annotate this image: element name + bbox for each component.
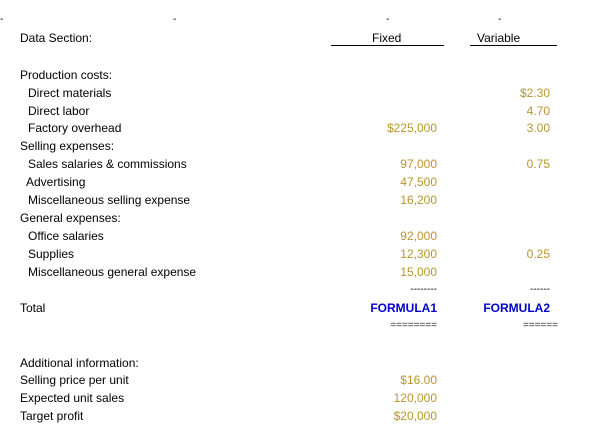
target-profit-value: $20,000 <box>393 409 437 423</box>
office-salaries-label: Office salaries <box>28 229 104 243</box>
misc-general-fixed: 15,000 <box>400 265 437 279</box>
direct-materials-variable: $2.30 <box>519 86 550 100</box>
factory-overhead-variable: 3.00 <box>526 121 550 135</box>
additional-info-heading: Additional information: <box>20 356 139 370</box>
production-costs-heading: Production costs: <box>20 68 113 82</box>
direct-materials-label: Direct materials <box>28 86 112 100</box>
general-expenses-heading: General expenses: <box>20 211 121 225</box>
expected-unit-sales-label: Expected unit sales <box>20 391 125 405</box>
tick-mark: - <box>498 14 502 25</box>
direct-labor-variable: 4.70 <box>526 104 550 118</box>
advertising-label: Advertising <box>26 175 86 189</box>
misc-selling-label: Miscellaneous selling expense <box>28 193 191 207</box>
office-salaries-fixed: 92,000 <box>400 229 437 243</box>
selling-expenses-heading: Selling expenses: <box>20 139 115 153</box>
fixed-header-underline <box>331 45 444 46</box>
fixed-subtotal-separator: -------- <box>410 284 437 295</box>
sales-salaries-label: Sales salaries & commissions <box>28 157 187 171</box>
data-section-label: Data Section: <box>20 31 93 45</box>
selling-price-value: $16.00 <box>400 373 437 387</box>
advertising-fixed: 47,500 <box>400 175 437 189</box>
expected-unit-sales-value: 120,000 <box>393 391 437 405</box>
supplies-label: Supplies <box>28 247 75 261</box>
total-label: Total <box>20 301 46 315</box>
variable-subtotal-separator: ------ <box>530 284 550 295</box>
tick-mark: - <box>173 14 177 25</box>
sales-salaries-fixed: 97,000 <box>400 157 437 171</box>
misc-selling-fixed: 16,200 <box>400 193 437 207</box>
target-profit-label: Target profit <box>20 409 84 423</box>
variable-column-header: Variable <box>477 31 521 45</box>
factory-overhead-label: Factory overhead <box>28 121 122 135</box>
direct-labor-label: Direct labor <box>28 104 90 118</box>
fixed-total-double-rule: ======== <box>390 320 437 331</box>
misc-general-label: Miscellaneous general expense <box>28 265 197 279</box>
sales-salaries-variable: 0.75 <box>526 157 550 171</box>
variable-total-double-rule: ====== <box>522 320 558 331</box>
fixed-column-header: Fixed <box>372 31 402 45</box>
selling-price-label: Selling price per unit <box>20 373 129 387</box>
variable-header-underline <box>470 45 557 46</box>
total-fixed-formula: FORMULA1 <box>370 301 437 315</box>
total-variable-formula: FORMULA2 <box>483 301 550 315</box>
factory-overhead-fixed: $225,000 <box>386 121 437 135</box>
supplies-fixed: 12,300 <box>400 247 437 261</box>
tick-mark: - <box>386 14 390 25</box>
tick-mark: - <box>0 14 4 25</box>
supplies-variable: 0.25 <box>526 247 550 261</box>
